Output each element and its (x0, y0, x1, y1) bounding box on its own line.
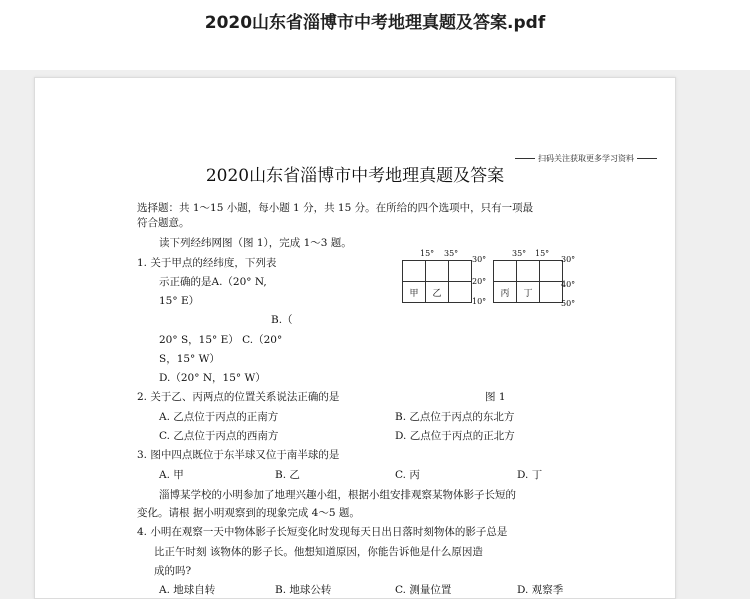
fig-right-right-label-1: 30° (561, 255, 576, 264)
fig-right-top-label-1: 35° (512, 249, 527, 258)
cell-ding: 丁 (517, 282, 540, 303)
instructions-line-1: 选择题：共 1～15 小题，每小题 1 分，共 15 分。在所给的四个选项中，只有一项最 (137, 202, 534, 214)
fig-left-top-label-1: 15° (420, 249, 435, 258)
q4-line-1: 4. 小明在观察一天中物体影子长短变化时发现每天日出日落时刻物体的影子总是 (137, 526, 508, 538)
q2-option-c: C. 乙点位于丙点的西南方 (159, 430, 279, 442)
q2-option-a: A. 乙点位于丙点的正南方 (159, 411, 279, 423)
fig-left-top-label-2: 35° (444, 249, 459, 258)
passage-line-1: 淄博某学校的小明参加了地理兴趣小组，根据小组安排观察某物体影子长短的 (159, 489, 516, 501)
q1-line-4: B.（ (271, 314, 293, 326)
q3-option-b: B. 乙 (275, 469, 300, 481)
q1-line-7: D.（20° N，15° W） (159, 372, 266, 384)
file-title: 2020山东省淄博市中考地理真题及答案.pdf (204, 13, 546, 33)
q4-option-c: C. 测量位置 (395, 584, 452, 596)
q4-line-2: 比正午时刻 该物体的影子长。他想知道原因，你能告诉他是什么原因造 (154, 546, 483, 558)
fig-right-right-label-2: 40° (561, 280, 576, 289)
cell-yi: 乙 (426, 282, 449, 303)
q4-option-b: B. 地球公转 (275, 584, 332, 596)
q2-option-d: D. 乙点位于丙点的正北方 (395, 430, 515, 442)
fig-right-right-label-3: 50° (561, 299, 576, 308)
fig-right-grid (493, 260, 563, 303)
pdf-page[interactable] (34, 77, 676, 599)
q3-option-a: A. 甲 (159, 469, 184, 481)
q1-line-6: S，15° W） (159, 353, 220, 365)
cell-jia: 甲 (403, 282, 426, 303)
doc-title: 2020山东省淄博市中考地理真题及答案 (205, 166, 505, 186)
intro-text: 读下列经纬网图（图 1），完成 1～3 题。 (159, 237, 352, 249)
q1-line-3: 15° E） (159, 295, 200, 307)
instructions-line-2: 符合题意。 (137, 217, 190, 229)
q4-line-3: 成的吗? (154, 565, 192, 577)
fig-left-grid (402, 260, 472, 303)
fig-left-right-label-2: 20° (472, 277, 487, 286)
viewer-toolbar (0, 0, 750, 70)
q3-option-d: D. 丁 (517, 469, 543, 481)
passage-line-2: 变化。请根 据小明观察到的现象完成 4～5 题。 (137, 507, 360, 519)
cell-bing: 丙 (494, 282, 517, 303)
q1-stem-2: 示正确的是A.（20° N, (159, 276, 267, 288)
fig-left-right-label-3: 10° (472, 297, 487, 306)
q3-option-c: C. 丙 (395, 469, 420, 481)
q1-stem-1: 1. 关于甲点的经纬度，下列表 (137, 257, 277, 269)
fig-left-right-label-1: 30° (472, 255, 487, 264)
q4-option-a: A. 地球自转 (159, 584, 216, 596)
q1-line-5: 20° S，15° E） C.（20° (159, 334, 283, 346)
q4-option-d: D. 观察季 (517, 584, 564, 596)
q3-stem: 3. 图中四点既位于东半球又位于南半球的是 (137, 449, 340, 461)
q2-option-b: B. 乙点位于丙点的东北方 (395, 411, 515, 423)
scan-note-text: 扫码关注获取更多学习资料 (538, 154, 634, 163)
q2-stem: 2. 关于乙、丙两点的位置关系说法正确的是 (137, 391, 340, 403)
figure-caption: 图 1 (485, 391, 506, 403)
fig-right-top-label-2: 15° (535, 249, 550, 258)
